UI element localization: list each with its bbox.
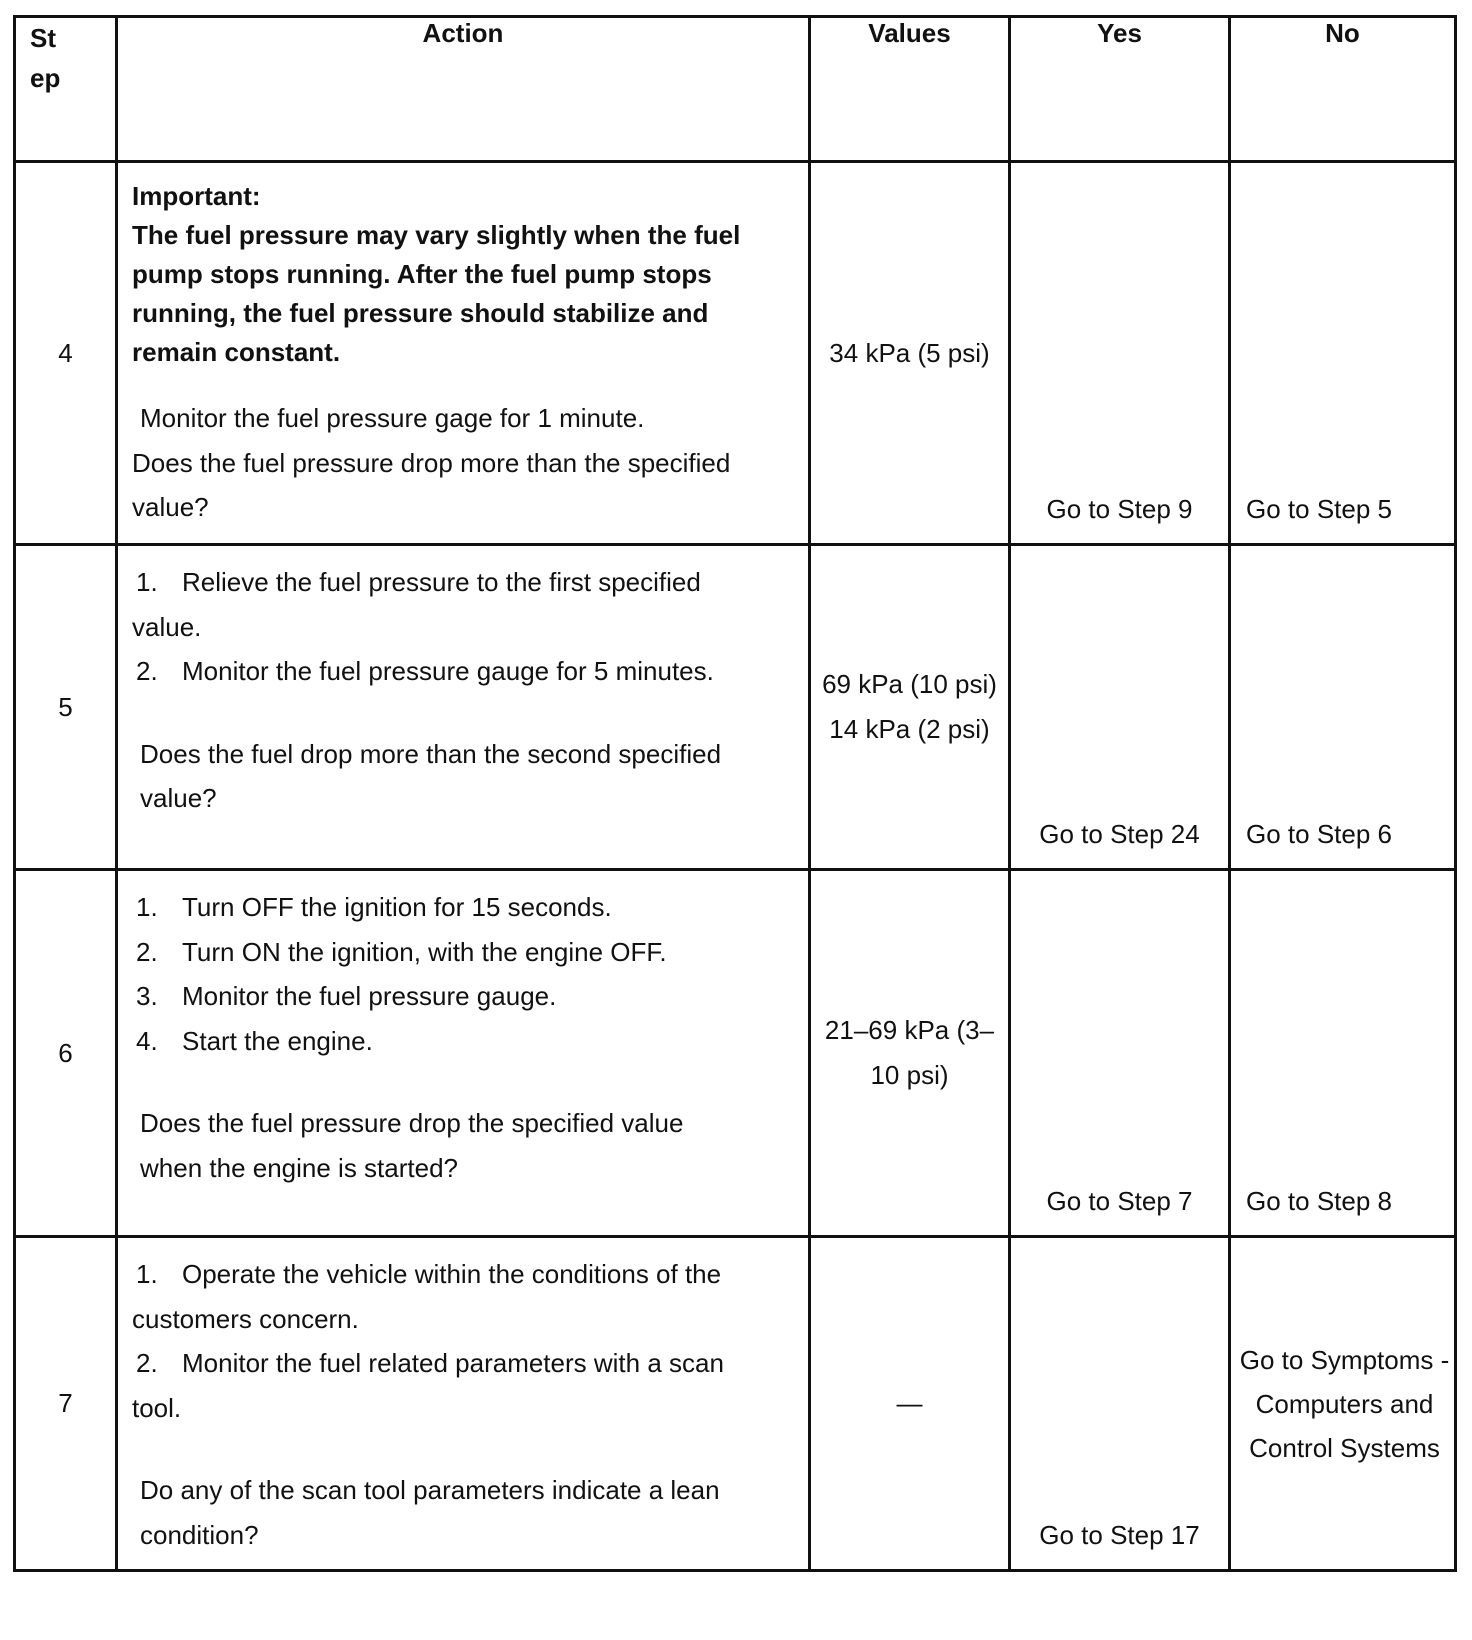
instruction-text: Monitor the fuel pressure gage for 1 minute. [140,403,645,433]
header-yes: Yes [1010,17,1230,162]
yes-cell: Go to Step 17 [1010,1237,1230,1571]
diagnostic-table [13,15,1457,1572]
question-text: Does the fuel pressure drop more than the specified value? [132,447,731,522]
no-cell: Go to Symptoms - Computers and Control Systems [1230,1237,1456,1571]
step-cell: 5 [15,545,117,870]
action-cell [117,545,810,870]
values-cell: 21–69 kPa (3–10 psi) [810,870,1010,1237]
step-cell: 6 [15,870,117,1237]
header-row [15,17,1456,162]
table-row [15,870,1456,1237]
list-item: 3. Monitor the fuel pressure gauge. [136,981,557,1011]
header-step: St ep [15,17,117,162]
question-text: Do any of the scan tool parameters indicate a lean condition? [140,1475,720,1550]
yes-cell: Go to Step 7 [1010,870,1230,1237]
list-item: 2. Monitor the fuel pressure gauge for 5 minutes. [136,656,714,686]
header-action: Action [117,17,810,162]
table-row [15,545,1456,870]
list-item: 4. Start the engine. [136,1025,373,1056]
list-item: 1. Relieve the fuel pressure to the first specified value. [132,567,701,642]
action-cell [117,870,810,1237]
no-cell: Go to Step 5 [1230,162,1456,545]
no-cell: Go to Step 8 [1230,870,1456,1237]
table-row [15,1237,1456,1571]
values-cell: 69 kPa (10 psi) 14 kPa (2 psi) [810,545,1010,870]
action-cell [117,162,810,545]
values-cell: — [810,1237,1010,1571]
list-item: 2. Turn ON the ignition, with the engine OFF. [136,936,667,967]
yes-cell: Go to Step 24 [1010,545,1230,870]
step-cell: 4 [15,162,117,545]
header-values: Values [810,17,1010,162]
step-cell: 7 [15,1237,117,1571]
question-text: Does the fuel pressure drop the specified value when the engine is started? [140,1108,684,1183]
table-row [15,162,1456,545]
question-text: Does the fuel drop more than the second specified value? [140,738,722,813]
list-item: 1. Turn OFF the ignition for 15 seconds. [136,892,612,922]
action-cell [117,1237,810,1571]
values-cell: 34 kPa (5 psi) [810,162,1010,545]
list-item: 2. Monitor the fuel related parameters with a scan tool. [132,1348,724,1423]
yes-cell: Go to Step 9 [1010,162,1230,545]
no-cell: Go to Step 6 [1230,545,1456,870]
header-no: No [1230,17,1456,162]
important-note: Important: The fuel pressure may vary slightly when the fuel pump stops running. After the fuel pump stops running, the fuel pressure should stabilize and remain constant. [132,181,741,367]
list-item: 1. Operate the vehicle within the conditions of the customers concern. [132,1259,722,1334]
